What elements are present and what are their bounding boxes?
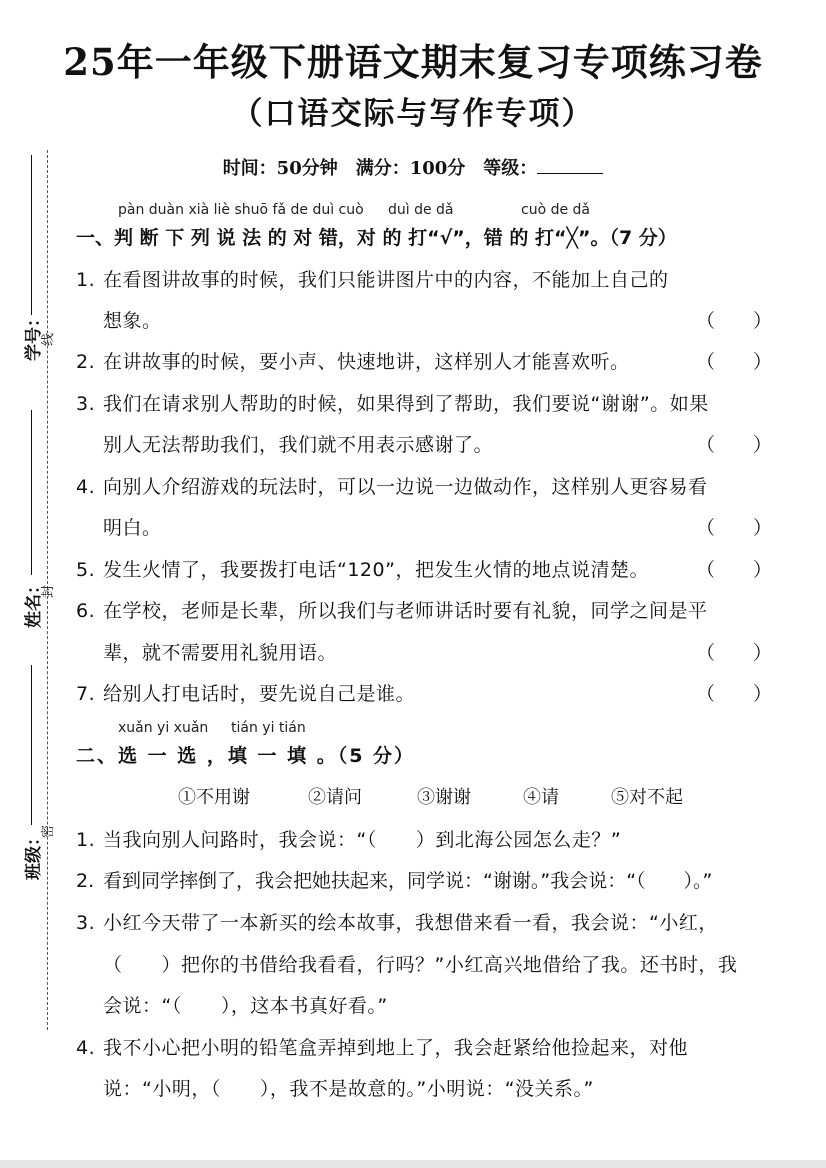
s1-q1-num: 1. — [76, 269, 96, 291]
section2-heading: 二、选 一 选 ，填 一 填 。（5 分） — [76, 745, 416, 767]
s1-q7-answer[interactable]: （ ） — [696, 683, 773, 705]
name-blank-line — [31, 410, 32, 575]
s2-q2-text[interactable]: 看到同学摔倒了，我会把她扶起来，同学说：“谢谢。”我会说：“（ ）。” — [103, 870, 713, 892]
s1-q1-answer[interactable]: （ ） — [696, 310, 773, 332]
s1-q5-text: 发生火情了，我要拨打电话“120”，把发生火情的地点说清楚。 — [103, 559, 649, 581]
s2-q4 — [76, 1033, 688, 1060]
s2-q1-num: 1. — [76, 829, 96, 851]
option-5: ⑤对不起 — [611, 787, 683, 808]
student-name-label: 姓名： — [24, 577, 44, 628]
s1-q4-answer[interactable]: （ ） — [696, 517, 773, 539]
seal-line-mark: 线 — [41, 332, 57, 347]
s1-q6-text: 在学校，老师是长辈，所以我们与老师讲话时要有礼貌，同学之间是平 — [103, 600, 708, 622]
section1-pinyin-b: duì de dǎ — [388, 202, 454, 218]
s1-q1 — [76, 265, 669, 292]
option-4: ④请 — [523, 787, 559, 808]
s1-q6-num: 6. — [76, 600, 96, 622]
s2-q2-num: 2. — [76, 870, 95, 892]
s2-q3-cont2[interactable]: 会说：“（ ），这本书真好看。” — [103, 995, 388, 1017]
s1-q4-text: 向别人介绍游戏的玩法时，可以一边说一边做动作，这样别人更容易看 — [103, 476, 708, 498]
seal-feng-mark: 封 — [41, 584, 57, 599]
section1-pinyin-a: pàn duàn xià liè shuō fǎ de duì cuò — [118, 202, 364, 218]
s1-q4 — [76, 472, 708, 499]
s1-q6-cont: 辈，就不需要用礼貌用语。 — [103, 642, 338, 664]
s1-q2-answer[interactable]: （ ） — [696, 351, 773, 373]
s1-q7 — [76, 679, 415, 706]
s2-q2 — [76, 866, 712, 893]
s1-q1-text: 在看图讲故事的时候，我们只能讲图片中的内容，不能加上自己的 — [103, 269, 669, 291]
s1-q2-num: 2. — [76, 351, 96, 373]
s1-q5-answer[interactable]: （ ） — [696, 559, 773, 581]
student-id-label: 学号： — [24, 310, 44, 361]
s1-q3-num: 3. — [76, 393, 96, 415]
s2-q4-num: 4. — [76, 1037, 96, 1059]
section2-pinyin-a: xuǎn yi xuǎn — [118, 720, 209, 736]
class-label: 班级： — [24, 829, 44, 880]
option-3: ③谢谢 — [417, 787, 471, 808]
s1-q1-cont: 想象。 — [103, 310, 162, 332]
class-blank-line — [31, 665, 32, 825]
exam-meta-text: 时间：50分钟 满分：100分 等级： — [222, 158, 538, 179]
seal-mi-mark: 密 — [41, 824, 57, 839]
s2-q3-num: 3. — [76, 912, 96, 934]
s1-q2-text: 在讲故事的时候，要小声、快速地讲，这样别人才能喜欢听。 — [103, 351, 630, 373]
section1-pinyin-c: cuò de dǎ — [521, 202, 591, 218]
s1-q6 — [76, 596, 708, 623]
s1-q5-num: 5. — [76, 559, 96, 581]
s1-q3 — [76, 389, 709, 416]
option-2: ②请问 — [308, 787, 362, 808]
page-title: 25年一年级下册语文期末复习专项练习卷 — [63, 40, 763, 84]
s2-q1-text[interactable]: 当我向别人问路时，我会说：“（ ）到北海公园怎么走？” — [103, 829, 622, 851]
s1-q3-cont: 别人无法帮助我们，我们就不用表示感谢了。 — [103, 434, 494, 456]
s1-q6-answer[interactable]: （ ） — [696, 642, 773, 664]
s2-q3 — [76, 908, 718, 935]
s2-q1 — [76, 825, 621, 852]
s1-q7-num: 7. — [76, 683, 96, 705]
s2-q3-text[interactable]: 小红今天带了一本新买的绘本故事，我想借来看一看，我会说：“小红， — [103, 912, 718, 934]
s1-q5 — [76, 555, 649, 582]
s1-q3-answer[interactable]: （ ） — [696, 434, 773, 456]
s1-q4-cont: 明白。 — [103, 517, 162, 539]
s2-q3-cont1[interactable]: （ ）把你的书借给我看看，行吗？”小红高兴地借给了我。还书时，我 — [103, 954, 738, 976]
page-bottom-edge — [0, 1160, 826, 1168]
s1-q4-num: 4. — [76, 476, 96, 498]
s1-q3-text: 我们在请求别人帮助的时候，如果得到了帮助，我们要说“谢谢”。如果 — [103, 393, 709, 415]
s1-q2 — [76, 347, 630, 374]
option-1: ①不用谢 — [178, 787, 250, 808]
exam-meta — [0, 154, 826, 180]
id-blank-line — [31, 155, 32, 315]
section1-heading: 一、判 断 下 列 说 法 的 对 错，对 的 打“√”，错 的 打“╳”。（7 分） — [76, 227, 677, 249]
s1-q7-text: 给别人打电话时，要先说自己是谁。 — [103, 683, 416, 705]
s2-q4-text[interactable]: 我不小心把小明的铅笔盒弄掉到地上了，我会赶紧给他捡起来，对他 — [103, 1037, 689, 1059]
page-subtitle: （口语交际与写作专项） — [231, 96, 595, 132]
s2-q4-cont[interactable]: 说：“小明，（ ），我不是故意的。”小明说：“没关系。” — [103, 1078, 594, 1100]
section2-pinyin-b: tián yi tián — [231, 720, 306, 736]
grade-blank — [537, 157, 603, 174]
